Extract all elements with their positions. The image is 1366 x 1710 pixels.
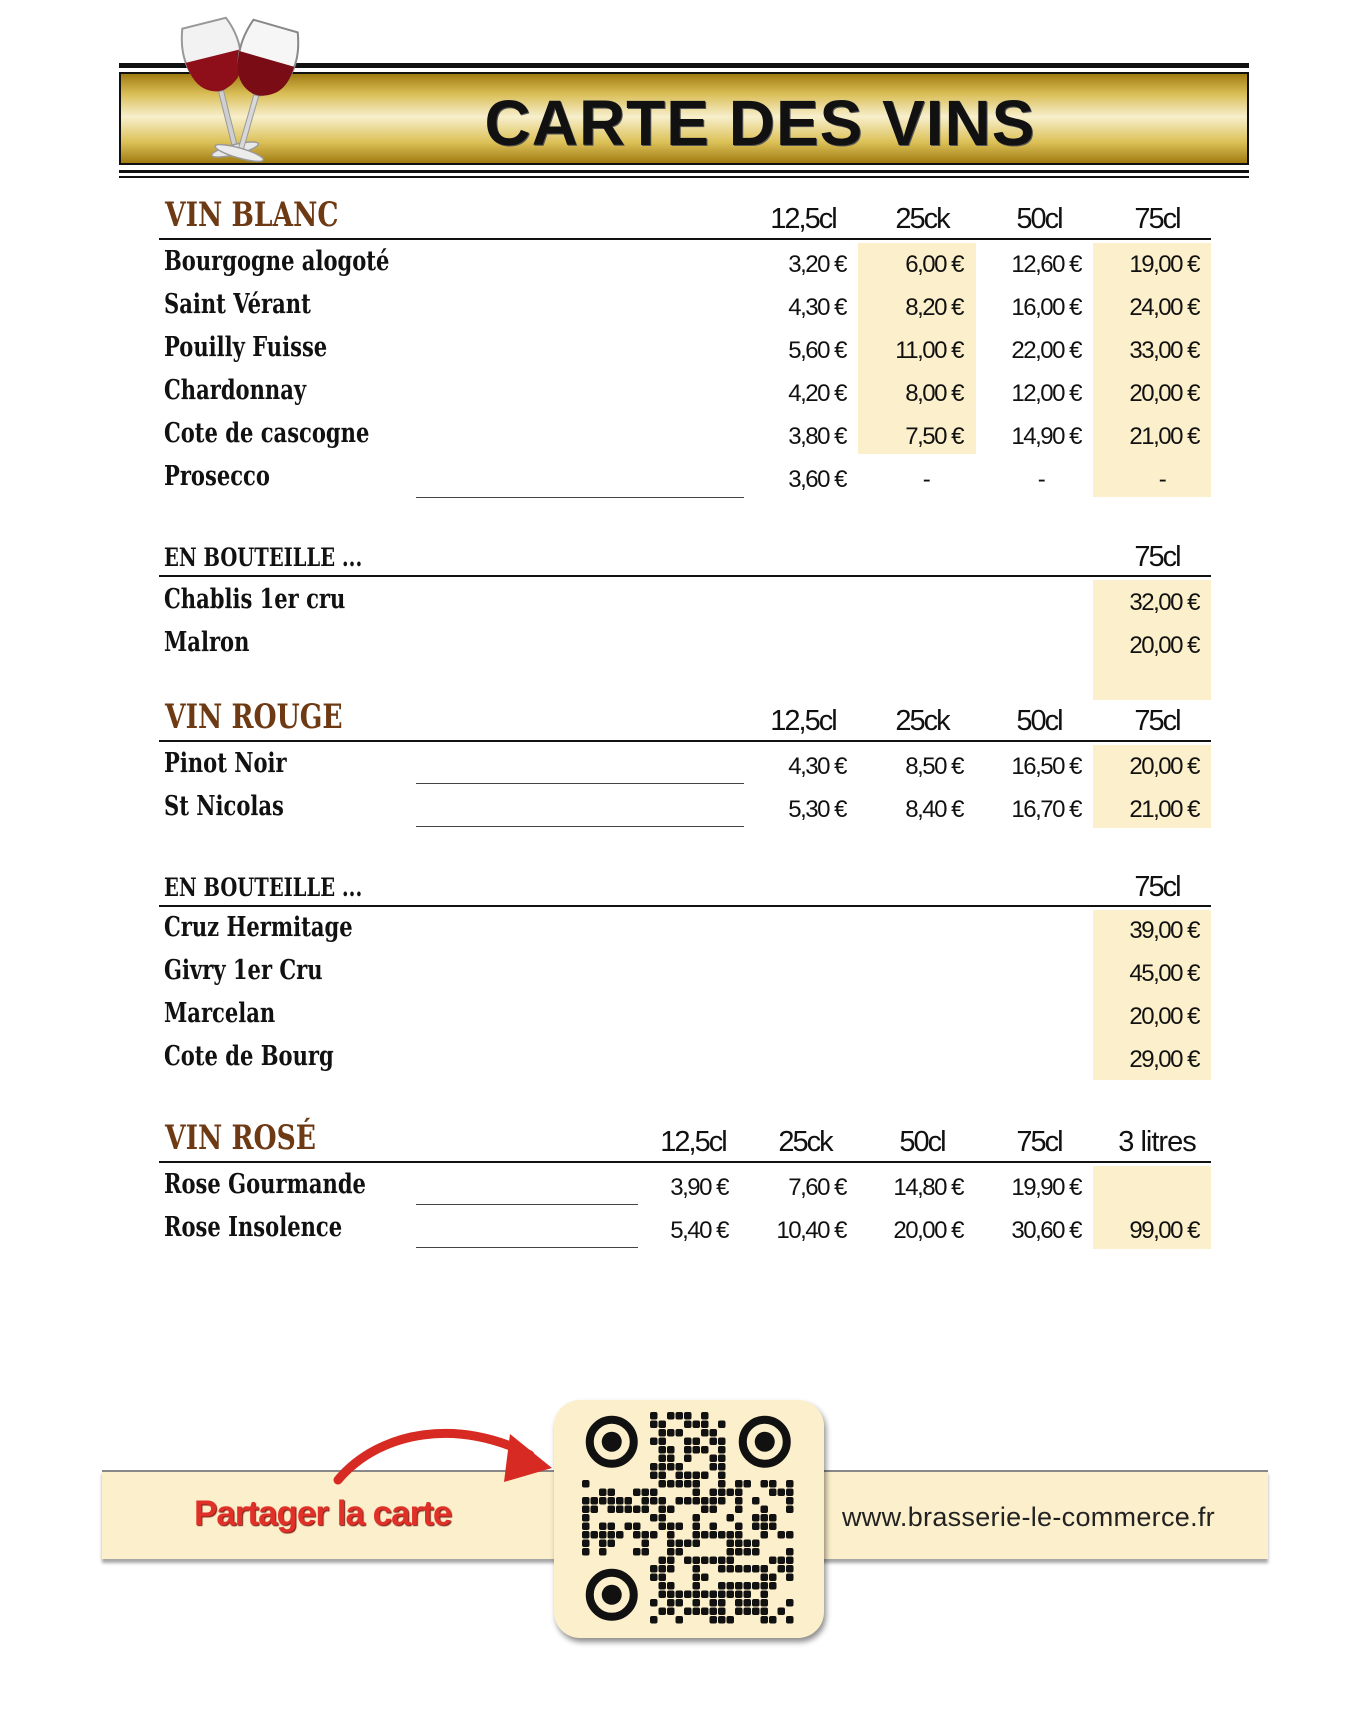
wine-name: Givry 1er Cru <box>164 955 323 986</box>
price: 45,00 € <box>1129 960 1199 987</box>
col-head-75cl: 75cl <box>1134 203 1180 235</box>
col-head-12-5cl: 12,5cl <box>660 1126 726 1158</box>
wine-name: Chardonnay <box>164 375 307 406</box>
price: 29,00 € <box>1129 1046 1199 1073</box>
price: 8,00 € <box>905 380 963 407</box>
col-head-75cl: 75cl <box>1134 541 1180 573</box>
highlight-column-75cl <box>1093 243 1211 497</box>
wine-name: Chablis 1er cru <box>164 584 346 615</box>
price: 16,50 € <box>1011 753 1081 780</box>
price: 5,40 € <box>670 1217 728 1244</box>
wine-name: Malron <box>164 627 250 658</box>
price: 11,00 € <box>895 337 963 364</box>
price: 5,30 € <box>788 796 846 823</box>
wine-name: Cote de cascogne <box>164 418 370 449</box>
price: 8,20 € <box>905 294 963 321</box>
section-title-vin-blanc: VIN BLANC <box>165 195 339 235</box>
price: 14,80 € <box>893 1174 963 1201</box>
col-head-25cl: 25ck <box>895 705 949 737</box>
wine-name: Saint Vérant <box>164 289 311 320</box>
section-rule <box>159 1161 1211 1163</box>
price: 20,00 € <box>893 1217 963 1244</box>
col-head-75cl: 75cl <box>1134 871 1180 903</box>
price: - <box>1158 466 1166 493</box>
wine-name: Rose Gourmande <box>164 1169 366 1200</box>
price: 19,00 € <box>1129 251 1199 278</box>
price: - <box>922 466 930 493</box>
price: 12,00 € <box>1011 380 1081 407</box>
subsection-title-bouteille-rouge: EN BOUTEILLE ... <box>164 873 363 902</box>
col-head-25cl: 25ck <box>895 203 949 235</box>
price: 16,70 € <box>1011 796 1081 823</box>
price: 33,00 € <box>1129 337 1199 364</box>
wine-name: Rose Insolence <box>164 1212 343 1243</box>
price: 99,00 € <box>1129 1217 1199 1244</box>
fill-line <box>416 497 744 498</box>
price: 21,00 € <box>1129 796 1199 823</box>
col-head-50cl: 50cl <box>1016 705 1062 737</box>
wine-name: Marcelan <box>164 998 276 1029</box>
price: 30,60 € <box>1011 1217 1081 1244</box>
price: 10,40 € <box>776 1217 846 1244</box>
section-rule <box>159 740 1211 742</box>
wine-name: Pinot Noir <box>164 748 287 779</box>
section-title-vin-rouge: VIN ROUGE <box>165 697 343 737</box>
fill-line <box>416 826 744 827</box>
website-url[interactable]: www.brasserie-le-commerce.fr <box>842 1502 1215 1532</box>
fill-line <box>416 1204 638 1205</box>
price: 8,40 € <box>905 796 963 823</box>
fill-line <box>416 1247 638 1248</box>
price: 4,20 € <box>788 380 846 407</box>
col-head-50cl: 50cl <box>899 1126 945 1158</box>
price: 3,60 € <box>788 466 846 493</box>
price: 3,20 € <box>788 251 846 278</box>
price: 19,90 € <box>1011 1174 1081 1201</box>
wine-name: Cote de Bourg <box>164 1041 334 1072</box>
price: - <box>1037 466 1045 493</box>
section-rule <box>159 905 1211 907</box>
price: 21,00 € <box>1129 423 1199 450</box>
price: 16,00 € <box>1011 294 1081 321</box>
price: 20,00 € <box>1129 1003 1199 1030</box>
price: 6,00 € <box>905 251 963 278</box>
section-rule <box>159 238 1211 240</box>
page-title: CARTE DES VINS <box>484 87 1036 159</box>
section-rule <box>159 575 1211 577</box>
qr-code-icon[interactable] <box>570 1412 806 1626</box>
price: 39,00 € <box>1129 917 1199 944</box>
col-head-75cl: 75cl <box>1016 1126 1062 1158</box>
col-head-12-5cl: 12,5cl <box>770 203 836 235</box>
price: 32,00 € <box>1129 589 1199 616</box>
wine-name: Cruz Hermitage <box>164 912 353 943</box>
price: 14,90 € <box>1011 423 1081 450</box>
wine-name: Prosecco <box>164 461 270 492</box>
price: 20,00 € <box>1129 632 1199 659</box>
price: 7,50 € <box>905 423 963 450</box>
col-head-50cl: 50cl <box>1016 203 1062 235</box>
price: 24,00 € <box>1129 294 1199 321</box>
col-head-75cl: 75cl <box>1134 705 1180 737</box>
wine-name: St Nicolas <box>164 791 284 822</box>
price: 20,00 € <box>1129 380 1199 407</box>
price: 4,30 € <box>788 753 846 780</box>
price: 12,60 € <box>1011 251 1081 278</box>
section-title-vin-rose: VIN ROSÉ <box>165 1118 316 1158</box>
price: 7,60 € <box>788 1174 846 1201</box>
subsection-title-bouteille-blanc: EN BOUTEILLE ... <box>164 543 363 572</box>
wine-name: Bourgogne alogoté <box>164 246 390 277</box>
price: 4,30 € <box>788 294 846 321</box>
wine-name: Pouilly Fuisse <box>164 332 328 363</box>
price: 22,00 € <box>1011 337 1081 364</box>
fill-line <box>416 783 744 784</box>
curved-arrow-icon <box>320 1420 560 1530</box>
price: 3,80 € <box>788 423 846 450</box>
col-head-3-litres: 3 litres <box>1118 1126 1196 1158</box>
share-menu-link[interactable]: Partager la carte <box>194 1494 452 1533</box>
col-head-25cl: 25ck <box>778 1126 832 1158</box>
price: 3,90 € <box>670 1174 728 1201</box>
wine-glasses-icon <box>168 8 318 178</box>
price: 5,60 € <box>788 337 846 364</box>
col-head-12-5cl: 12,5cl <box>770 705 836 737</box>
price: 8,50 € <box>905 753 963 780</box>
price: 20,00 € <box>1129 753 1199 780</box>
